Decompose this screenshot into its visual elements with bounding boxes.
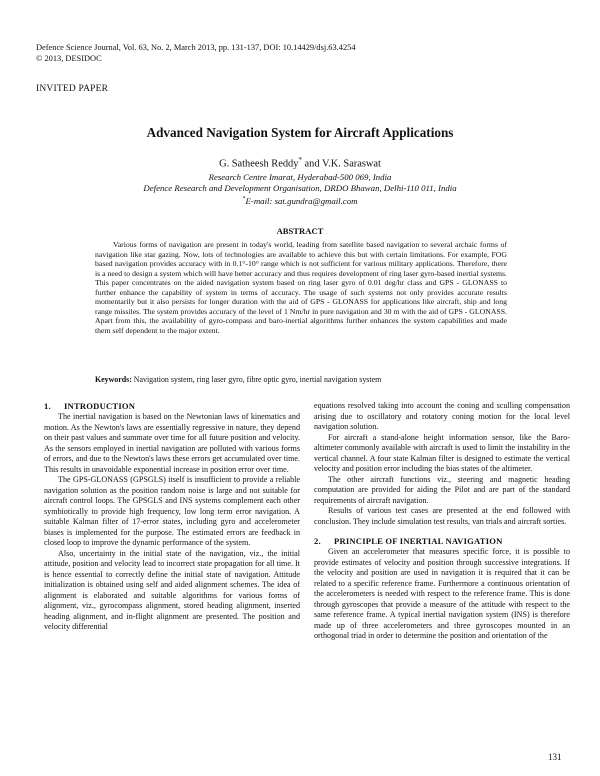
author-1: G. Satheesh Reddy — [219, 158, 299, 170]
intro-paragraph-3-continued: equations resolved taking into account the coning and sculling compensation arising due to oscillatory and rotatory coning motion for the local level navigation solution. — [314, 401, 570, 431]
left-column — [44, 401, 300, 633]
section-1-title: INTRODUCTION — [64, 401, 136, 411]
journal-header — [36, 42, 356, 64]
section-1-heading — [44, 401, 300, 412]
affiliation-2: Defence Research and Development Organisation, DRDO Bhawan, Delhi-110 011, India — [143, 183, 457, 193]
section-gap — [314, 527, 570, 536]
author-separator: and — [301, 158, 322, 170]
abstract-text: Various forms of navigation are present in today's world, leading from satellite based navigation to several archaic forms of navigation like star gazing. Now, lots of technologies are available to achieve this but with certain limitations. For example, FOG based navigation provides accuracy with in 0.1°-10° range which is not sufficient for various military applications. Therefore, there is a need to design a system which will have better accuracy and thus requires development of ring laser gyro-based inertial systems. This paper concentrates on the aided navigation system based on ring laser gyro of 0.01 deg/hr class and GPS - GLONASS to further enhance the capability of system in terms of accuracy. The usage of such systems not only provides accurate results momentarily but it also persists for longer duration with the aid of GPS - GLONASS for applications like aircraft, ship and long range missiles. The system provides accuracy of the level of 1 Nm/hr in pure navigation and 30 m with the aid of GPS - GLONASS. Apart from this, the availability of gyro-compass and baro-inertial algorithms further enhances the system capabilities and made them self dependent to the major extent. — [95, 240, 507, 335]
intro-paragraph-4: For aircraft a stand-alone height information sensor, like the Baro-altimeter commonly available with aircraft is used to limit the instability in the vertical channel. A four state Kalman filter is designed to estimate the vertical velocity and position error including the bias states of the altimeter. — [314, 432, 570, 473]
intro-paragraph-6: Results of various test cases are presented at the end followed with conclusion. They include simulation test results, van trials and aircraft sorties. — [314, 506, 570, 526]
invited-paper-label: INVITED PAPER — [36, 84, 109, 94]
corresponding-author-mark: * — [298, 156, 302, 164]
section-2-number: 2. — [314, 536, 321, 546]
copyright-line: © 2013, DESIDOC — [36, 54, 102, 63]
intro-paragraph-2: The GPS-GLONASS (GPSGLS) itself is insufficient to provide a reliable navigation solution as the position random noise is large and not suitable for aircraft control loops. The GPSGLS and INS systems complement each other symbiotically to provide high frequency, low long term error navigation. A suitable Kalman filter of 17-error states, including gyro and accelerometer biases is implemented for the purpose. The estimated errors are feedback in closed loop to improve the dynamic performance of the system. — [44, 475, 300, 547]
page-number: 131 — [548, 752, 562, 762]
keywords — [95, 375, 515, 384]
intro-paragraph-5: The other aircraft functions viz., steering and magnetic heading computation are provided for aiding the Pilot and are part of the standard requirements of aircraft navigation. — [314, 474, 570, 505]
paper-title: Advanced Navigation System for Aircraft Applications — [146, 125, 454, 140]
principle-paragraph-1: Given an accelerometer that measures specific force, it is possible to provide estimates of velocity and position through successive integrations. If the velocity and position are used in navigation it is required that it can be related to a specific reference frame. Furthermore a continuous orientation of the accelerometers is needed with respect to the reference frame. This is done through gyroscopes that provide a measure of the attitude with respect to the same reference frame. A typical inertial navigation system (INS) is therefore made up of three accelerometers and three gyroscopes mounted in an orthogonal triad in order to determine the position and orientation of the — [314, 547, 570, 640]
keywords-label: Keywords: — [95, 375, 132, 384]
email-line — [0, 194, 600, 207]
affiliations — [0, 172, 600, 207]
intro-paragraph-1: The inertial navigation is based on the Newtonian laws of kinematics and motion. As the Newton's laws are essentially regressive in nature, they depend on their past values and summate over time for all future position and velocity. As the sensors employed in inertial navigation are polluted with various forms of errors, and due to the Newton's laws these errors get accumulated over time. This results in unavoidable exponential increase in position error over time. — [44, 412, 300, 474]
keywords-text: Navigation system, ring laser gyro, fibre optic gyro, inertial navigation system — [131, 375, 382, 384]
intro-paragraph-3: Also, uncertainty in the initial state of the navigation, viz., the initial attitude, position and velocity lead to incorrect state propagation for all time. It is hence essential to correctly define the initial state of navigation. Attitude initialization is obtained using self and aided alignment schemes. The idea of alignment is elaborated and suitable algorithms for various forms of alignment, viz., gyrocompass alignment, stored heading alignment, inserted heading alignment, and in-flight alignment are presented. The position and velocity differential — [44, 548, 300, 631]
author-line — [0, 156, 600, 169]
section-2-title: PRINCIPLE OF INERTIAL NAVIGATION — [334, 536, 503, 546]
email-text: E-mail: sat.gundra@gmail.com — [245, 195, 358, 206]
section-2-heading — [314, 536, 570, 547]
right-column — [314, 401, 570, 642]
section-1-number: 1. — [44, 401, 51, 411]
affiliation-1: Research Centre Imarat, Hyderabad-500 069, India — [208, 172, 392, 182]
author-2: V.K. Saraswat — [321, 158, 381, 170]
abstract-heading: ABSTRACT — [276, 226, 324, 236]
citation-line: Defence Science Journal, Vol. 63, No. 2, March 2013, pp. 131-137, DOI: 10.14429/dsj.63.4254 — [36, 43, 356, 52]
email-mark: * — [242, 196, 246, 202]
